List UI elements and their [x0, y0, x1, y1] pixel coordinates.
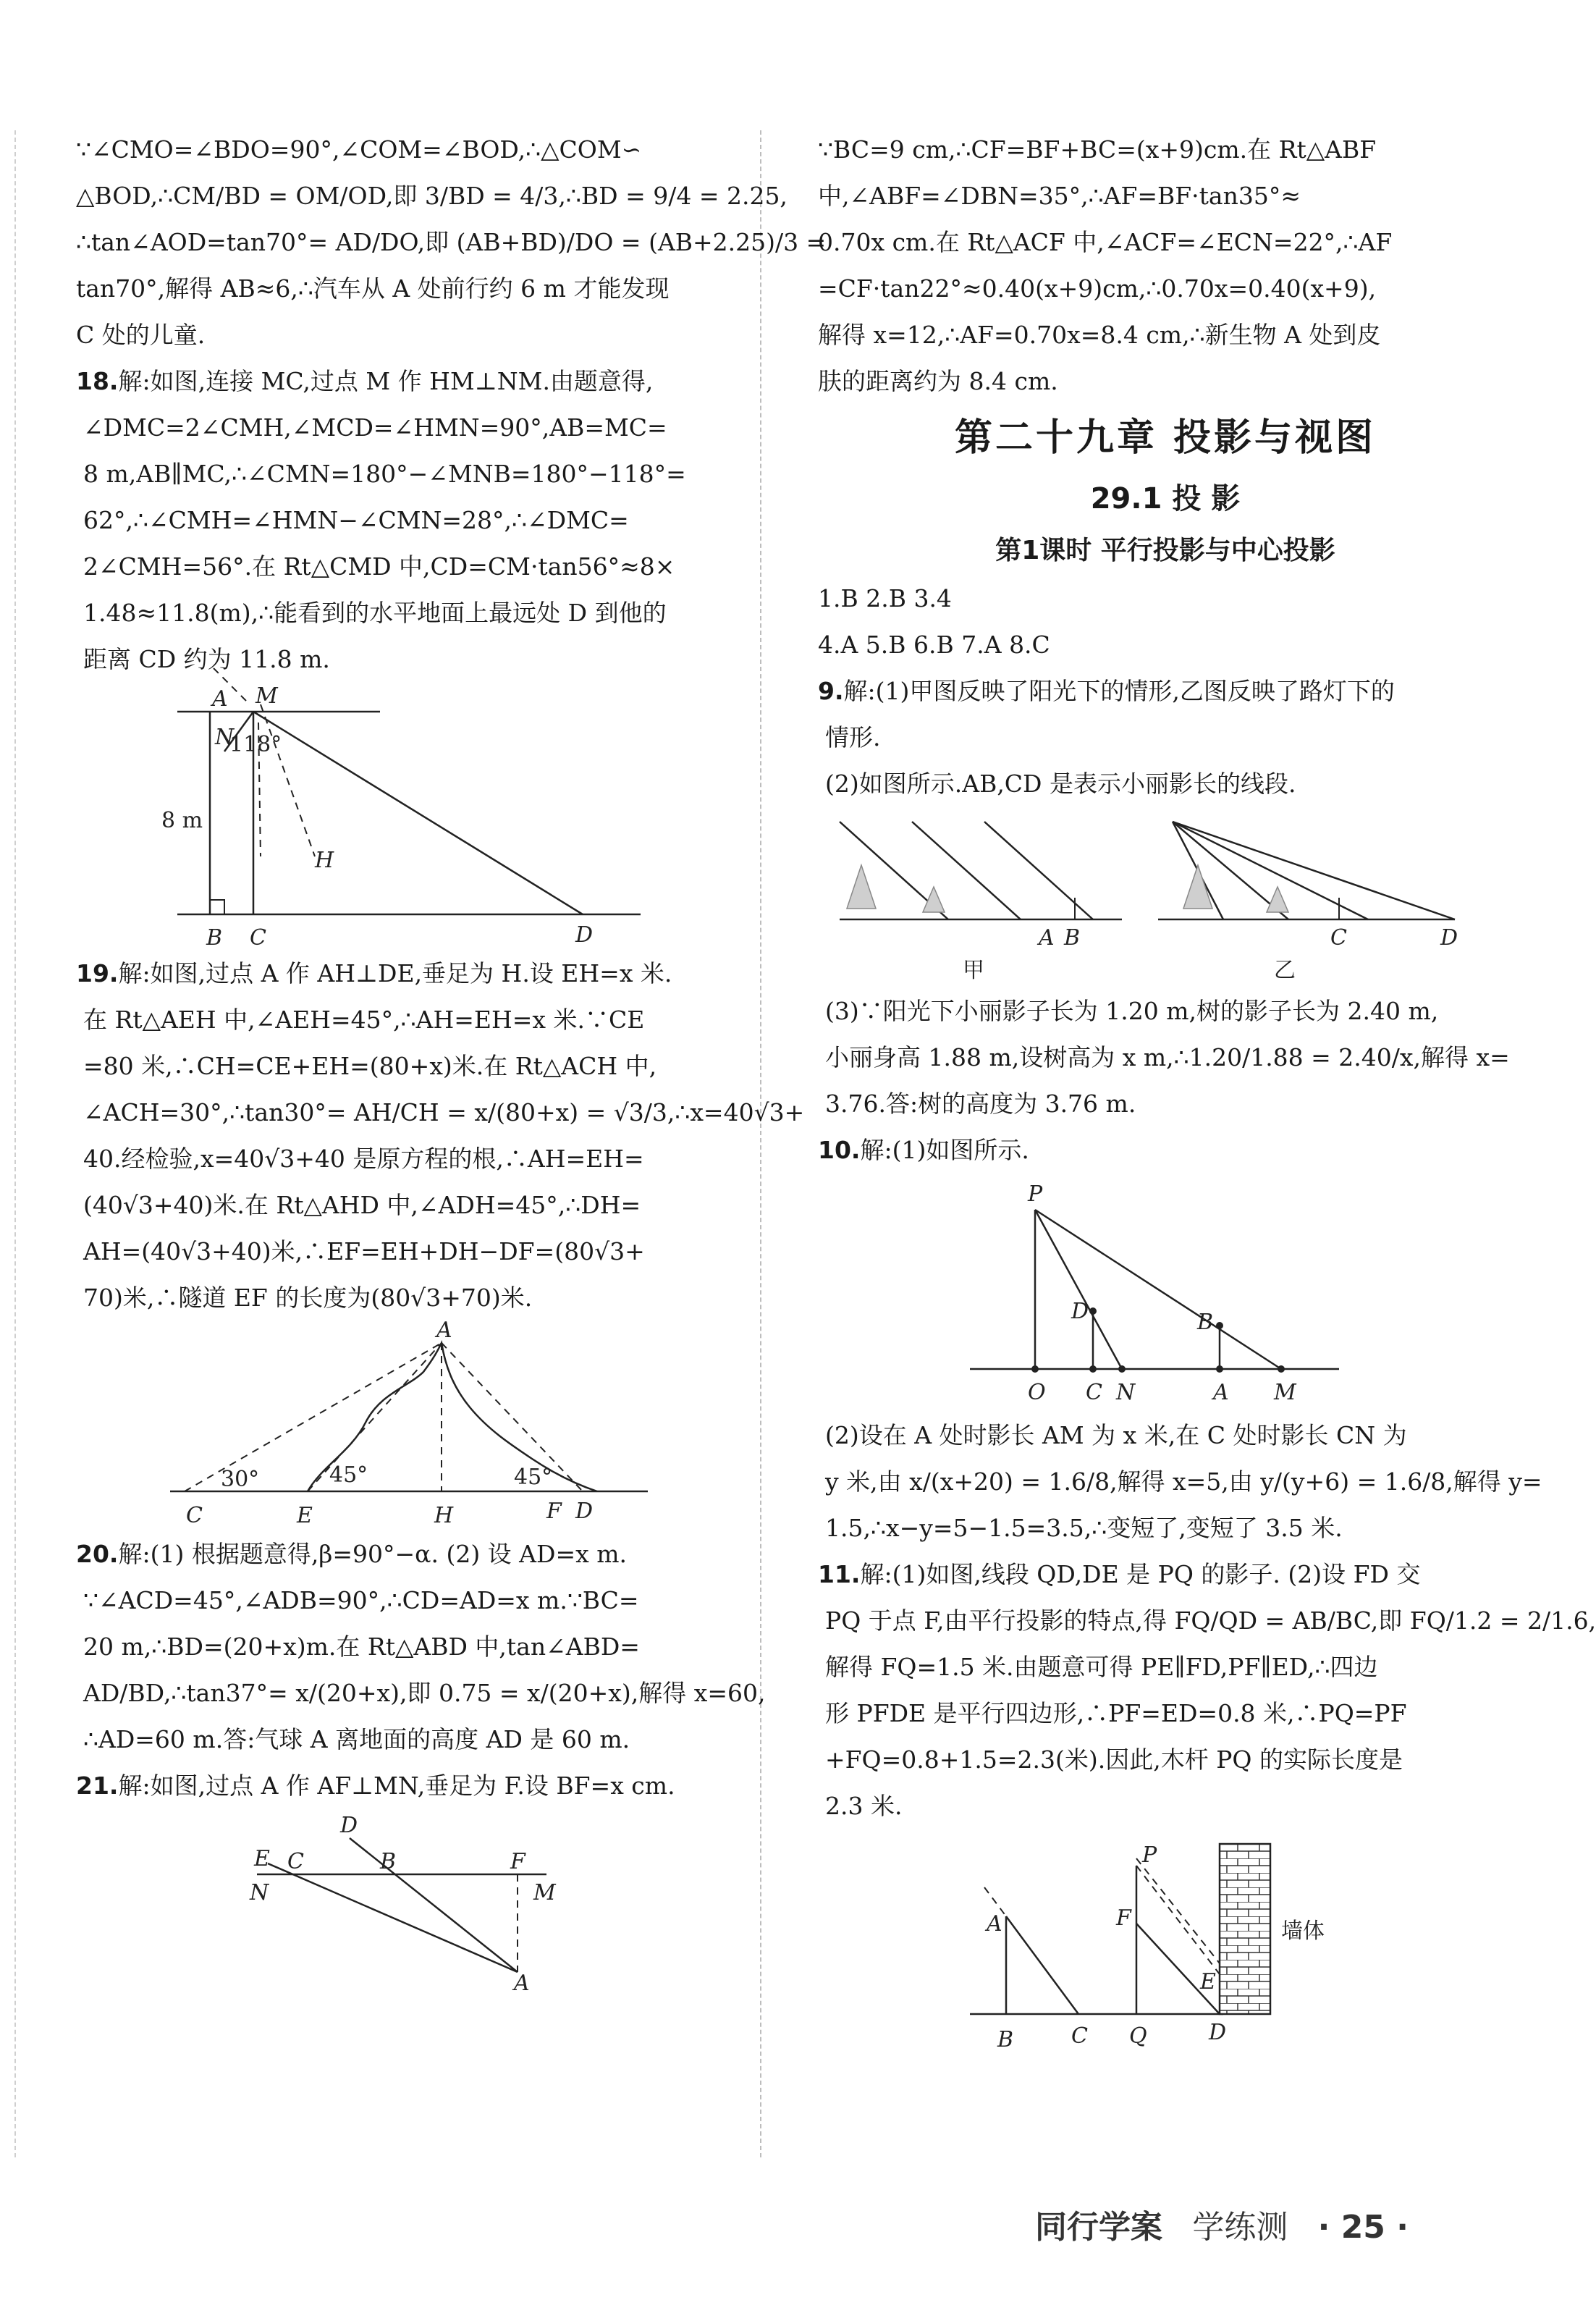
text-line: ∴tan∠AOD=tan70°= AD/DO,即 (AB+BD)/DO = (AB+2.25)/3 = [76, 228, 827, 256]
text-line: (40√3+40)米.在 Rt△AHD 中,∠ADH=45°,∴DH= [83, 1191, 641, 1219]
left-margin-rule [14, 130, 16, 2157]
label-M: M [256, 683, 278, 709]
label-angle: 118° [229, 732, 282, 757]
question-number: 9. [818, 677, 844, 705]
text-line: +FQ=0.8+1.5=2.3(米).因此,木杆 PQ 的实际长度是 [825, 1745, 1403, 1774]
label-yi: 乙 [1274, 958, 1296, 983]
text-line: 形 PFDE 是平行四边形,∴PF=ED=0.8 米,∴PQ=PF [825, 1699, 1407, 1727]
label-E: E [297, 1503, 313, 1528]
text-line: y 米,由 x/(x+20) = 1.6/8,解得 x=5,由 y/(y+6) = 1.6/8,解得 y= [825, 1467, 1542, 1496]
text-line: △BOD,∴CM/BD = OM/OD,即 3/BD = 4/3,∴BD = 9/4 = 2.25, [76, 182, 788, 210]
label-D: D [575, 922, 594, 948]
text-line: 2∠CMH=56°.在 Rt△CMD 中,CD=CM·tan56°≈8× [83, 552, 675, 581]
text-line: 中,∠ABF=∠DBN=35°,∴AF=BF·tan35°≈ [818, 182, 1301, 210]
label-D: D [340, 1813, 358, 1838]
label-Q: Q [1129, 2023, 1147, 2049]
figure-q10 [818, 1174, 1469, 1412]
text-line: 解:如图,过点 A 作 AH⊥DE,垂足为 H.设 EH=x 米. [118, 959, 672, 987]
label-A: A [987, 1911, 1002, 1937]
text-line: (2)如图所示.AB,CD 是表示小丽影长的线段. [825, 770, 1296, 798]
figure-q19 [76, 1318, 727, 1531]
footer-subtitle: 学练测 [1192, 2209, 1288, 2246]
page-footer [1035, 2201, 1427, 2247]
label-F: F [510, 1849, 525, 1874]
text-line: 解得 FQ=1.5 米.由题意可得 PE∥FD,PF∥ED,∴四边 [825, 1653, 1378, 1681]
text-line: 70)米,∴隧道 EF 的长度为(80√3+70)米. [83, 1284, 533, 1312]
label-B: B [1197, 1310, 1214, 1335]
question-number: 10. [818, 1136, 861, 1164]
answers-row: 1.B 2.B 3.4 [818, 584, 952, 612]
text-line: 解:(1)甲图反映了阳光下的情形,乙图反映了路灯下的 [843, 677, 1395, 705]
label-M: M [1274, 1380, 1296, 1405]
text-line: 肤的距离约为 8.4 cm. [818, 367, 1058, 395]
chapter-title: 第二十九章 投影与视图 [954, 416, 1377, 460]
text-line: 解:如图,过点 A 作 AF⊥MN,垂足为 F.设 BF=x cm. [118, 1772, 675, 1800]
text-line: 1.5,∴x−y=5−1.5=3.5,∴变短了,变短了 3.5 米. [825, 1514, 1343, 1542]
label-height: 8 m [161, 808, 203, 833]
label-D: D [1209, 2020, 1227, 2045]
text-line: 62°,∴∠CMH=∠HMN−∠CMN=28°,∴∠DMC= [83, 506, 629, 534]
question-number: 11. [818, 1560, 861, 1588]
text-line: ∠ACH=30°,∴tan30°= AH/CH = x/(80+x) = √3/3,∴x=40√3+ [83, 1098, 805, 1126]
footer-brand: 同行学案 [1035, 2209, 1162, 2246]
label-A: A [1213, 1380, 1229, 1405]
text-line: 解:(1)如图,线段 QD,DE 是 PQ 的影子. (2)设 FD 交 [860, 1560, 1421, 1588]
label-B: B [1064, 925, 1081, 951]
label-A: A [514, 1971, 530, 1996]
label-angle-45-right: 45° [514, 1465, 553, 1490]
label-N: N [250, 1880, 269, 1905]
label-C: C [250, 925, 266, 951]
text-line: 解:如图,连接 MC,过点 M 作 HM⊥NM.由题意得, [118, 367, 654, 395]
text-line: 40.经检验,x=40√3+40 是原方程的根,∴AH=EH= [83, 1145, 644, 1173]
text-line: 8 m,AB∥MC,∴∠CMN=180°−∠MNB=180°−118°= [83, 460, 686, 488]
question-9 [818, 668, 1513, 1127]
text-line: =80 米,∴CH=CE+EH=(80+x)米.在 Rt△ACH 中, [83, 1052, 657, 1080]
text-line: 0.70x cm.在 Rt△ACF 中,∠ACF=∠ECN=22°,∴AF [818, 228, 1393, 256]
label-H: H [315, 848, 334, 873]
question-10 [818, 1127, 1542, 1551]
label-D: D [1440, 925, 1458, 951]
figure-q9 [818, 807, 1469, 988]
label-P: P [1142, 1842, 1157, 1868]
label-E: E [1200, 1969, 1216, 1994]
text-line: 2.3 米. [825, 1792, 903, 1820]
text-line: C 处的儿童. [76, 321, 206, 349]
text-line: ∴AD=60 m.答:气球 A 离地面的高度 AD 是 60 m. [83, 1725, 630, 1753]
question-19 [76, 951, 805, 1531]
text-line: AH=(40√3+40)米,∴EF=EH+DH−DF=(80√3+ [83, 1237, 645, 1265]
label-C: C [287, 1849, 304, 1874]
label-A: A [1039, 925, 1055, 951]
label-C: C [186, 1503, 203, 1528]
label-O: O [1028, 1380, 1046, 1405]
label-N: N [1116, 1380, 1136, 1405]
label-N: N [215, 725, 235, 750]
question-number: 19. [76, 959, 119, 987]
label-P: P [1028, 1181, 1043, 1207]
figure-q11 [818, 1829, 1469, 2061]
text-line: ∵∠CMO=∠BDO=90°,∠COM=∠BOD,∴△COM∽ [76, 135, 642, 164]
label-A: A [212, 686, 228, 712]
text-line: 解得 x=12,∴AF=0.70x=8.4 cm,∴新生物 A 处到皮 [818, 321, 1381, 349]
question-number: 21. [76, 1772, 119, 1800]
text-line: 小丽身高 1.88 m,设树高为 x m,∴1.20/1.88 = 2.40/x,解得 x= [825, 1043, 1510, 1071]
text-line: (3)∵阳光下小丽影子长为 1.20 m,树的影子长为 2.40 m, [825, 997, 1439, 1025]
text-line: 20 m,∴BD=(20+x)m.在 Rt△ABD 中,tan∠ABD= [83, 1633, 640, 1661]
label-M: M [533, 1880, 556, 1905]
label-D: D [1071, 1299, 1089, 1324]
left-column [76, 127, 827, 1996]
label-B: B [380, 1849, 397, 1874]
question-number: 18. [76, 367, 119, 395]
text-line: ∵∠ACD=45°,∠ADB=90°,∴CD=AD=x m.∵BC= [83, 1586, 639, 1614]
label-A: A [436, 1318, 452, 1343]
label-angle-45-left: 45° [329, 1462, 368, 1488]
text-line: ∠DMC=2∠CMH,∠MCD=∠HMN=90°,AB=MC= [83, 413, 667, 442]
label-jia: 甲 [963, 958, 984, 983]
label-H: H [434, 1503, 454, 1528]
answers-row: 4.A 5.B 6.B 7.A 8.C [818, 631, 1050, 659]
page-number: · 25 · [1317, 2209, 1409, 2246]
label-F: F [546, 1499, 562, 1524]
lesson-title: 第1课时 平行投影与中心投影 [995, 536, 1335, 565]
text-line: 解:(1)如图所示. [860, 1136, 1029, 1164]
label-wall: 墙体 [1281, 1918, 1325, 1944]
text-line: ∵BC=9 cm,∴CF=BF+BC=(x+9)cm.在 Rt△ABF [818, 135, 1377, 164]
question-18 [76, 358, 771, 951]
text-line: 3.76.答:树的高度为 3.76 m. [825, 1090, 1136, 1118]
section-title: 29.1 投 影 [1090, 482, 1241, 515]
text-line: 1.48≈11.8(m),∴能看到的水平地面上最远处 D 到他的 [83, 599, 667, 627]
label-angle-30: 30° [221, 1467, 260, 1492]
question-21 [76, 1763, 771, 1996]
text-line: AD/BD,∴tan37°= x/(20+x),即 0.75 = x/(20+x),解得 x=60, [83, 1679, 766, 1707]
text-line: 情形. [825, 723, 881, 751]
text-line: 在 Rt△AEH 中,∠AEH=45°,∴AH=EH=x 米.∵CE [83, 1006, 645, 1034]
right-column [818, 127, 1596, 2061]
question-20 [76, 1531, 771, 1763]
label-D: D [575, 1499, 594, 1524]
label-B: B [206, 925, 223, 951]
question-11 [818, 1551, 1596, 2061]
question-number: 20. [76, 1540, 119, 1568]
text-line: (2)设在 A 处时影长 AM 为 x 米,在 C 处时影长 CN 为 [825, 1421, 1407, 1449]
text-line: =CF·tan22°≈0.40(x+9)cm,∴0.70x=0.40(x+9), [818, 274, 1377, 303]
label-F: F [1116, 1905, 1131, 1931]
label-C: C [1330, 925, 1347, 951]
label-E: E [254, 1846, 270, 1871]
label-C: C [1086, 1380, 1102, 1405]
label-C: C [1071, 2023, 1088, 2049]
figure-q18 [76, 683, 727, 951]
figure-q21 [76, 1809, 727, 1996]
label-B: B [997, 2027, 1014, 2052]
text-line: tan70°,解得 AB≈6,∴汽车从 A 处前行约 6 m 才能发现 [76, 274, 670, 303]
text-line: 距离 CD 约为 11.8 m. [83, 645, 330, 673]
text-line: PQ 于点 F,由平行投影的特点,得 FQ/QD = AB/BC,即 FQ/1.2 = 2/1.6, [825, 1606, 1596, 1635]
text-line: 解:(1) 根据题意得,β=90°−α. (2) 设 AD=x m. [118, 1540, 627, 1568]
